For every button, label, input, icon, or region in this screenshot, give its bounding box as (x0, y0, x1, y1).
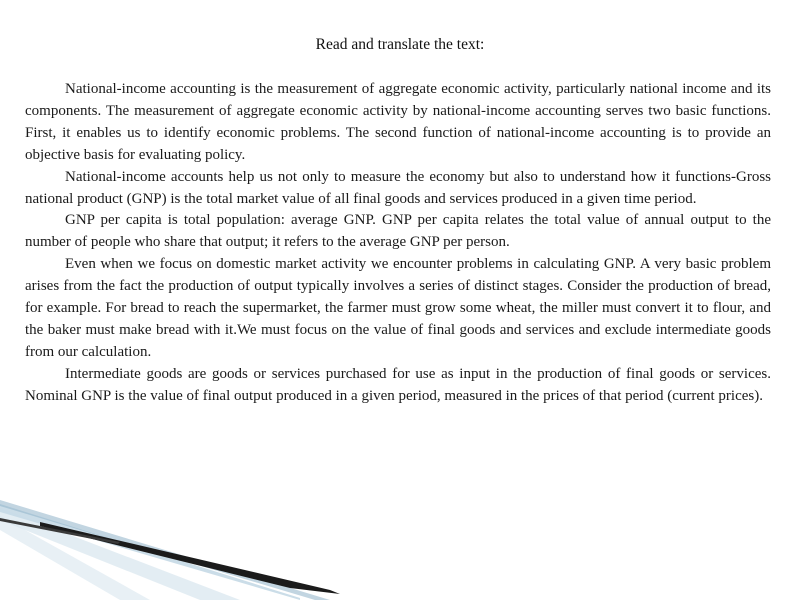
paragraph-3: GNP per capita is total population: average GNP. GNP per capita relates the total value of annual output to the number of people who share that output; it refers to the average GNP per person. (25, 212, 771, 251)
body-text (25, 79, 771, 408)
paragraph-2: National-income accounts help us not only to measure the economy but also to understand how it functions-Gross national product (GNP) is the total market value of all final goods and services produced in a given time period. (25, 168, 771, 207)
decorative-stripes (0, 490, 800, 600)
page-title: Read and translate the text: (315, 36, 485, 53)
paragraph-5: Intermediate goods are goods or services purchased for use as input in the production of final goods or services. Nominal GNP is the value of final output produced in a given period, measured in the prices of that period (current prices). (25, 365, 771, 404)
paragraph-4: Even when we focus on domestic market activity we encounter problems in calculating GNP. A very basic problem arises from the fact the production of output typically involves a series of distinct stages. Consider the production of bread, for example. For bread to reach the supermarket, the farmer must grow some wheat, the miller must convert it to flour, and the baker must make bread with it.We must focus on the value of final goods and services and exclude intermediate goods from our calculation. (25, 256, 771, 360)
paragraph-1: National-income accounting is the measurement of aggregate economic activity, particularly national income and its components. The measurement of aggregate economic activity by national-income accounting serves two basic functions. First, it enables us to identify economic problems. The second function of national-income accounting is to provide an objective basis for evaluating policy. (25, 81, 771, 163)
